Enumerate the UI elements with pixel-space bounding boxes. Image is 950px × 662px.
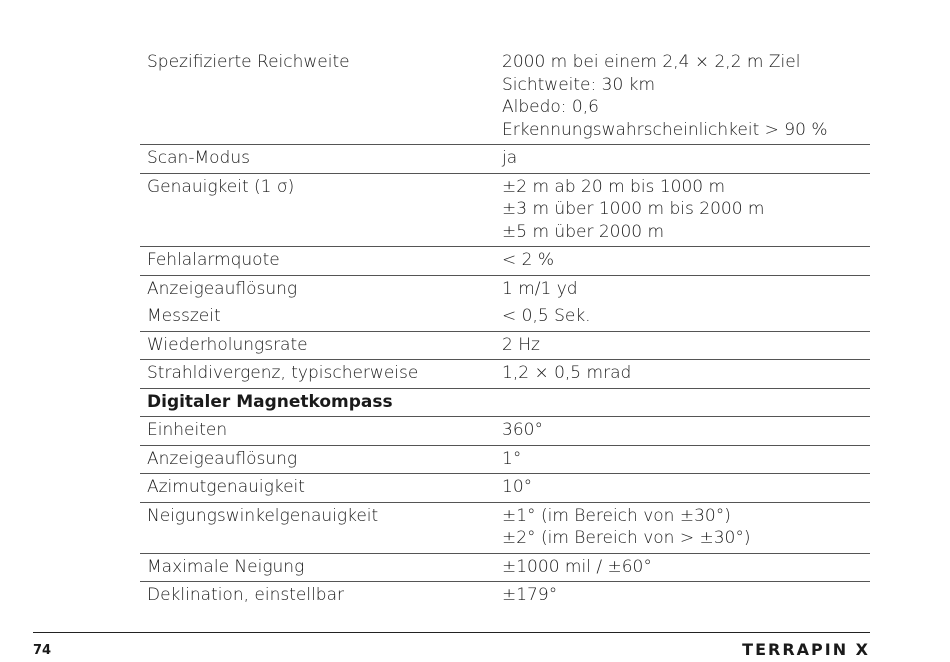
- spec-value: [495, 275, 870, 303]
- spec-label: Fehlalarmquote: [140, 247, 495, 276]
- spec-value-line: 1,2 × 0,5 mrad: [502, 363, 632, 383]
- spec-value: [495, 173, 870, 247]
- spec-value-line: 10°: [502, 477, 533, 497]
- spec-value-line: ±5 m über 2000 m: [502, 221, 665, 242]
- spec-label: Einheiten: [140, 417, 495, 446]
- spec-value: [495, 502, 870, 553]
- spec-value-line: 2 Hz: [502, 334, 540, 355]
- spec-value: [495, 49, 870, 145]
- spec-value-line: < 0,5 Sek.: [502, 306, 591, 326]
- spec-value-line: 360°: [502, 420, 543, 440]
- spec-value: [495, 247, 870, 276]
- table-row: [140, 553, 870, 582]
- spec-value: [495, 331, 870, 360]
- table-row: [140, 445, 870, 474]
- spec-value-line: 1°: [502, 448, 522, 469]
- brand-logo: TERRAPIN X: [742, 640, 870, 659]
- spec-value-line: ±1000 mil / ±60°: [502, 556, 652, 577]
- table-row: [140, 582, 870, 610]
- section-header-row: [140, 388, 870, 417]
- table-row: [140, 417, 870, 446]
- spec-label: Neigungswinkelgenauigkeit: [140, 502, 495, 553]
- spec-label: Anzeigeauflösung: [147, 278, 298, 299]
- spec-value: [495, 417, 870, 446]
- spec-label: Messzeit: [140, 303, 495, 331]
- spec-value: [495, 474, 870, 503]
- table-row: [140, 303, 870, 331]
- spec-value-line: ±179°: [502, 585, 558, 605]
- spec-value-line: Erkennungswahrscheinlichkeit > 90 %: [502, 119, 828, 140]
- table-row: [140, 145, 870, 174]
- spec-label: Strahldivergenz, typischerweise: [140, 360, 495, 389]
- spec-label: Anzeigeauflösung: [140, 445, 495, 474]
- spec-value-line: < 2 %: [502, 250, 555, 270]
- spec-value-line: 2000 m bei einem 2,4 × 2,2 m Ziel: [502, 52, 801, 72]
- table-row: [140, 275, 870, 303]
- spec-value: [495, 445, 870, 474]
- spec-value-line: 1 m/1 yd: [502, 278, 578, 299]
- spec-label: Maximale Neigung: [140, 553, 495, 582]
- spec-value-line: ja: [502, 148, 518, 168]
- spec-value-line: ±2° (im Bereich von > ±30°): [502, 528, 751, 548]
- spec-label: Spezifizierte Reichweite: [140, 49, 495, 145]
- spec-label: Genauigkeit (1 σ): [140, 173, 495, 247]
- spec-value-line: Sichtweite: 30 km: [502, 74, 656, 95]
- spec-value: [495, 360, 870, 389]
- spec-value: [495, 582, 870, 610]
- footer-rule: [33, 632, 870, 633]
- section-heading: Digitaler Magnetkompass: [140, 388, 495, 417]
- table-row: [140, 360, 870, 389]
- spec-value: [495, 388, 870, 417]
- table-row: [140, 331, 870, 360]
- spec-value-line: ±2 m ab 20 m bis 1000 m: [502, 176, 726, 197]
- table-row: [140, 247, 870, 276]
- page-number: 74: [33, 643, 52, 658]
- spec-label: Deklination, einstellbar: [147, 585, 344, 605]
- table-row: [140, 173, 870, 247]
- spec-label: Scan-Modus: [140, 145, 495, 174]
- table-row: [140, 502, 870, 553]
- spec-value-line: Albedo: 0,6: [502, 97, 599, 117]
- spec-value: [495, 553, 870, 582]
- spec-value-line: ±3 m über 1000 m bis 2000 m: [502, 199, 765, 219]
- spec-value: [495, 145, 870, 174]
- spec-label: Azimutgenauigkeit: [140, 474, 495, 503]
- spec-label: Wiederholungsrate: [140, 331, 495, 360]
- spec-table: [140, 49, 870, 610]
- table-row: [140, 49, 870, 145]
- table-row: [140, 474, 870, 503]
- spec-value: [495, 303, 870, 331]
- spec-value-line: ±1° (im Bereich von ±30°): [502, 505, 731, 526]
